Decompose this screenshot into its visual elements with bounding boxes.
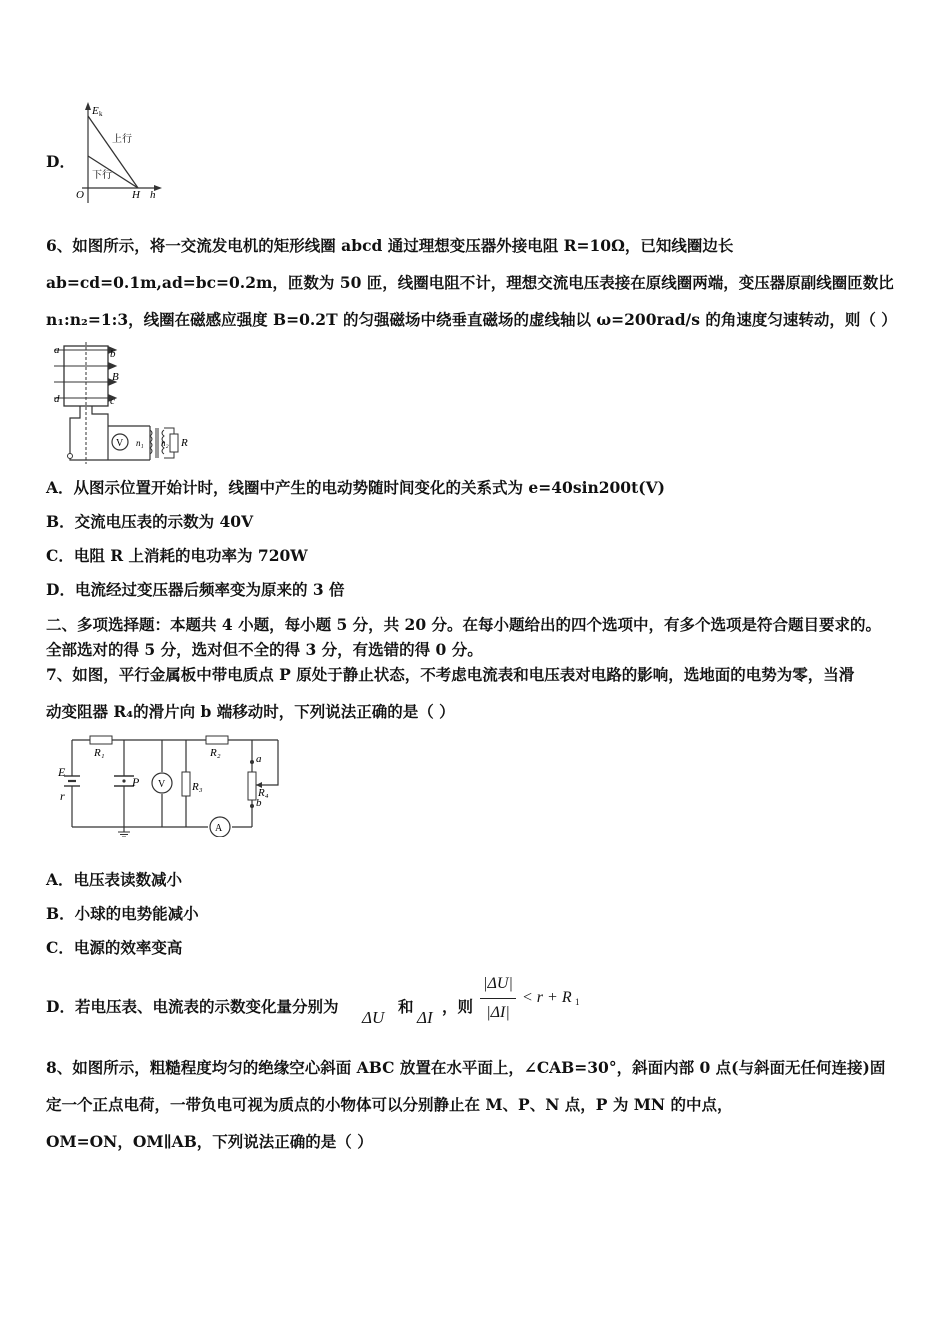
- q7-frac-denominator: |ΔI|: [486, 1004, 510, 1021]
- q7-label-v: V: [158, 779, 166, 790]
- q5-h-mark: H: [132, 189, 140, 201]
- q6-label-V: V: [116, 438, 124, 449]
- q7-label-r4: R₄: [258, 787, 269, 799]
- q7-frac-bar: [480, 998, 516, 999]
- q6-label-R: R: [181, 437, 188, 449]
- q7-r1-icon: [90, 736, 112, 744]
- q6-label-B: B: [112, 371, 119, 383]
- q7-option-d-then: ，则: [442, 997, 474, 1016]
- q7-label-p: P: [132, 775, 140, 789]
- q7-option-d-du: ΔU: [362, 1008, 385, 1027]
- q7-label-r2: R₂: [210, 747, 221, 759]
- q7-option-b: B．小球的电势能减小: [46, 904, 199, 923]
- q5-ylabel: E: [92, 105, 99, 117]
- q5-lower-label: 下行: [92, 170, 112, 181]
- q6-generator-circuit: [50, 342, 200, 467]
- q7-r2-icon: [206, 736, 228, 744]
- q7-option-d-prefix: D．若电压表、电流表的示数变化量分别为: [46, 997, 339, 1016]
- q6-label-a: a: [54, 344, 60, 356]
- q6-label-n1: n₁: [136, 438, 144, 448]
- q7-label-r: r: [60, 789, 65, 803]
- q6-label-n2: n₂: [161, 438, 169, 448]
- q5-ysub: k: [99, 110, 103, 118]
- q7-label-r3: R₃: [192, 781, 203, 793]
- q7-option-c: C．电源的效率变高: [46, 938, 183, 957]
- q7-frac-rhs-sub: 1: [575, 997, 580, 1007]
- q6-line3: n₁:n₂=1:3，线圈在磁感应强度 B=0.2T 的匀强磁场中绕垂直磁场的虚线轴以 ω=200rad/s 的角速度匀速转动，则（ ）: [46, 310, 897, 329]
- q7-line1: 7、如图，平行金属板中带电质点 P 原处于静止状态，不考虑电流表和电压表对电路的影响，选地面的电势为零，当滑: [46, 665, 855, 684]
- q7-label-b: b: [256, 797, 262, 809]
- q6-line1: 6、如图所示，将一交流发电机的矩形线圈 abcd 通过理想变压器外接电阻 R=10Ω，已知线圈边长: [46, 236, 734, 255]
- q7-frac-numerator: |ΔU|: [483, 975, 513, 992]
- q7-label-a-meter: A: [215, 823, 223, 834]
- q6-option-c: C．电阻 R 上消耗的电功率为 720W: [46, 546, 308, 565]
- q5-origin: O: [76, 189, 84, 201]
- q8-line1: 8、如图所示，粗糙程度均匀的绝缘空心斜面 ABC 放置在水平面上，∠CAB=30°，斜面内部 0 点(与斜面无任何连接)固: [46, 1058, 886, 1077]
- section2-line1: 二、多项选择题：本题共 4 小题，每小题 5 分，共 20 分。在每小题给出的四个选项中，有多个选项是符合题目要求的。: [46, 615, 882, 634]
- q7-r3-icon: [182, 772, 190, 796]
- q5-upper-label: 上行: [112, 134, 132, 145]
- q7-r4-icon: [248, 772, 256, 800]
- q6-resistor-icon: [170, 434, 178, 452]
- q6-label-d: d: [54, 393, 60, 405]
- q5-ek-h-graph: [68, 98, 168, 208]
- q7-circuit: [56, 732, 296, 837]
- q7-label-a: a: [256, 753, 262, 765]
- q6-option-b: B．交流电压表的示数为 40V: [46, 512, 254, 531]
- q6-label-c: c: [110, 395, 115, 407]
- q7-label-r1: R₁: [94, 747, 105, 759]
- q6-line2: ab=cd=0.1m,ad=bc=0.2m，匝数为 50 匝，线圈电阻不计，理想交流电压表接在原线圈两端，变压器原副线圈匝数比: [46, 273, 894, 292]
- q7-option-d-di: ΔI: [417, 1008, 433, 1027]
- q6-option-d: D．电流经过变压器后频率变为原来的 3 倍: [46, 580, 345, 599]
- q6-option-a: A．从图示位置开始计时，线圈中产生的电动势随时间变化的关系式为 e=40sin200t(V): [46, 478, 665, 497]
- q8-line3: OM=ON，OM∥AB，下列说法正确的是（ ）: [46, 1132, 373, 1151]
- q7-frac-rhs: < r + R: [522, 989, 572, 1006]
- q6-label-b: b: [110, 348, 116, 360]
- q7-option-d-and: 和: [398, 997, 414, 1016]
- q7-option-a: A．电压表读数减小: [46, 870, 183, 889]
- q5-xlabel: h: [150, 189, 156, 201]
- q7-line2: 动变阻器 R₄的滑片向 b 端移动时，下列说法正确的是（ ）: [46, 702, 455, 721]
- q7-particle-p: [122, 779, 125, 782]
- section2-line2: 全部选对的得 5 分，选对但不全的得 3 分，有选错的得 0 分。: [46, 640, 483, 659]
- q7-label-e: E: [58, 765, 66, 779]
- q5-option-d-label: D．: [46, 152, 75, 171]
- q8-line2: 定一个正点电荷，一带负电可视为质点的小物体可以分别静止在 M、P、N 点，P 为 MN 的中点，: [46, 1095, 733, 1114]
